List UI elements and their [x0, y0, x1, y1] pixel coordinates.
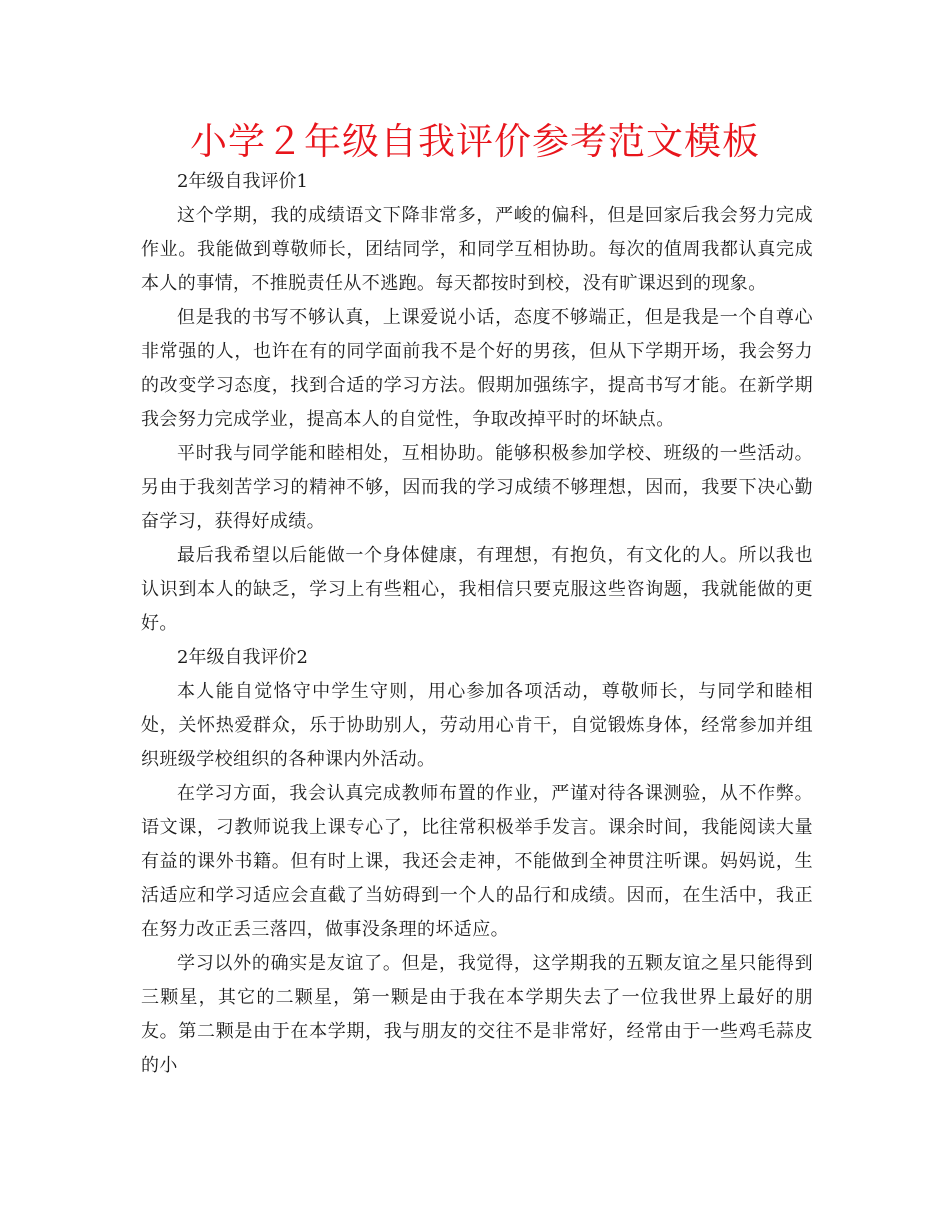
section-heading: 2年级自我评价2 — [177, 647, 308, 668]
paragraph: 这个学期，我的成绩语文下降非常多，严峻的偏科，但是回家后我会努力完成作业。我能做到尊敬师长，团结同学，和同学互相协助。每次的值周我都认真完成本人的事情，不推脱责任从不逃跑。每天都按时到校，没有旷课迟到的现象。 — [141, 205, 813, 294]
document-body — [141, 165, 813, 1083]
paragraph: 本人能自觉恪守中学生守则，用心参加各项活动，尊敬师长，与同学和睦相处，关怀热爱群众，乐于协助别人，劳动用心肯干，自觉锻炼身体，经常参加并组织班级学校组织的各种课内外活动。 — [141, 681, 813, 770]
paragraph: 但是我的书写不够认真，上课爱说小话，态度不够端正，但是我是一个自尊心非常强的人，也许在有的同学面前我不是个好的男孩，但从下学期开场，我会努力的改变学习态度，找到合适的学习方法。假期加强练字，提高书写才能。在新学期我会努力完成学业，提高本人的自觉性，争取改掉平时的坏缺点。 — [141, 307, 813, 430]
document-title: 小学２年级自我评价参考范文模板 — [190, 120, 760, 163]
paragraph: 在学习方面，我会认真完成教师布置的作业，严谨对待各课测验，从不作弊。语文课，刁教师说我上课专心了，比往常积极举手发言。课余时间，我能阅读大量有益的课外书籍。但有时上课，我还会走神，不能做到全神贯注听课。妈妈说，生活适应和学习适应会直截了当妨碍到一个人的品行和成绩。因而，在生活中，我正在努力改正丢三落四，做事没条理的坏适应。 — [141, 783, 813, 940]
section-heading: 2年级自我评价1 — [177, 171, 308, 192]
paragraph: 最后我希望以后能做一个身体健康，有理想，有抱负，有文化的人。所以我也认识到本人的缺乏，学习上有些粗心，我相信只要克服这些咨询题，我就能做的更好。 — [141, 545, 813, 634]
paragraph: 平时我与同学能和睦相处，互相协助。能够积极参加学校、班级的一些活动。另由于我刻苦学习的精神不够，因而我的学习成绩不够理想，因而，我要下决心勤奋学习，获得好成绩。 — [141, 443, 813, 532]
paragraph: 学习以外的确实是友谊了。但是，我觉得，这学期我的五颗友谊之星只能得到三颗星，其它的二颗星，第一颗是由于我在本学期失去了一位我世界上最好的朋友。第二颗是由于在本学期，我与朋友的交往不是非常好，经常由于一些鸡毛蒜皮的小 — [141, 953, 813, 1076]
